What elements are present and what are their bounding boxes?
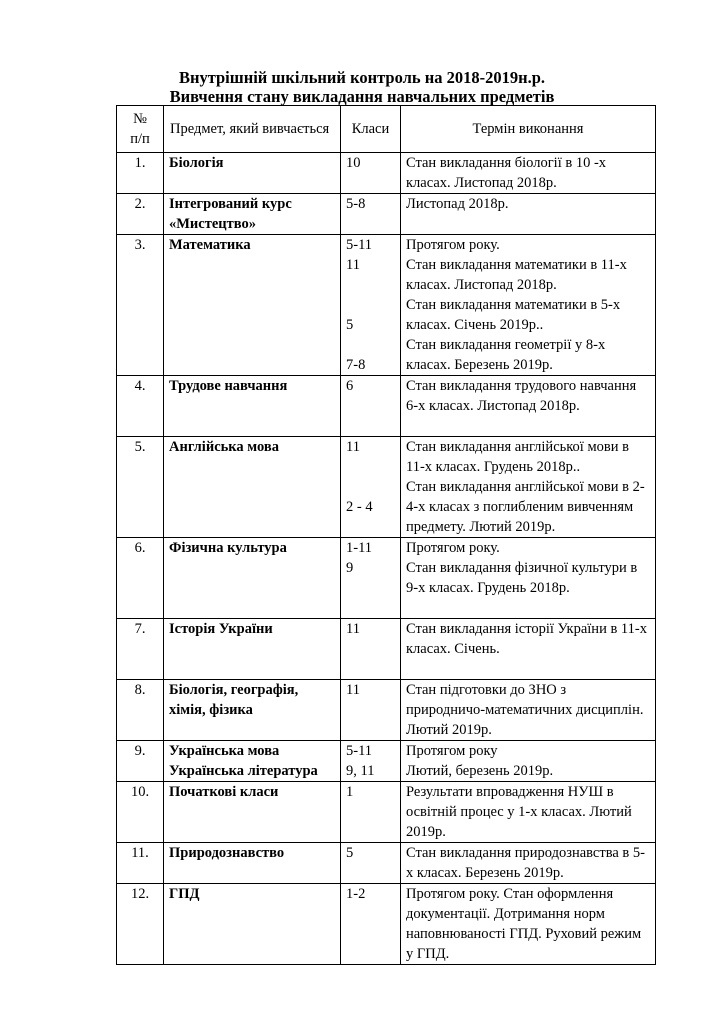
row-term	[401, 194, 656, 235]
row-term-line: 11-х класах. Грудень 2018р..	[406, 459, 581, 475]
row-number: 4.	[117, 376, 164, 437]
row-subject	[164, 153, 341, 194]
row-number: 2.	[117, 194, 164, 235]
row-classes-line: 6	[346, 378, 354, 394]
row-term	[401, 376, 656, 437]
table-row	[117, 680, 656, 741]
row-term-line: 6-х класах. Листопад 2018р.	[406, 398, 580, 414]
table-row	[117, 153, 656, 194]
row-subject	[164, 741, 341, 782]
row-number: 1.	[117, 153, 164, 194]
row-subject	[164, 680, 341, 741]
header-subject: Предмет, який вивчається	[164, 106, 341, 153]
row-term	[401, 437, 656, 538]
row-subject	[164, 437, 341, 538]
row-subject-line: Українська мова	[169, 743, 280, 759]
row-number: 11.	[117, 843, 164, 884]
row-term-line: 4-х класах з поглибленим вивченням	[406, 499, 634, 515]
row-classes	[341, 194, 401, 235]
table-row	[117, 235, 656, 376]
row-classes-line: 5	[346, 317, 354, 333]
row-term	[401, 884, 656, 965]
row-classes-line: 1-11	[346, 540, 373, 556]
row-term	[401, 741, 656, 782]
row-number: 6.	[117, 538, 164, 619]
row-term-line: Стан викладання трудового навчання	[406, 378, 637, 394]
row-subject-line: «Мистецтво»	[169, 216, 256, 232]
row-term	[401, 619, 656, 680]
row-subject-line: Біологія	[169, 155, 224, 171]
row-term-line: х класах. Березень 2019р.	[406, 865, 564, 881]
row-term-line: Протягом року	[406, 743, 498, 759]
row-term	[401, 843, 656, 884]
row-subject-line: Математика	[169, 237, 251, 253]
header-term: Термін виконання	[401, 106, 656, 153]
row-number: 9.	[117, 741, 164, 782]
row-classes-line: 11	[346, 257, 360, 273]
row-term-line: Стан викладання фізичної культури в	[406, 560, 638, 576]
row-classes	[341, 884, 401, 965]
row-subject	[164, 235, 341, 376]
row-term-line: 2019р.	[406, 824, 446, 840]
row-classes-line: 11	[346, 621, 360, 637]
row-number: 7.	[117, 619, 164, 680]
row-term-line: класах. Січень.	[406, 641, 500, 657]
row-subject-line: Історія України	[169, 621, 273, 637]
row-classes-line	[346, 295, 395, 315]
row-classes	[341, 538, 401, 619]
document-title	[0, 68, 724, 106]
row-term	[401, 782, 656, 843]
row-term-line: Результати впровадження НУШ в	[406, 784, 614, 800]
row-classes-line	[346, 477, 395, 497]
row-subject-line: Українська література	[169, 763, 318, 779]
header-number	[117, 106, 164, 153]
row-subject	[164, 884, 341, 965]
row-term	[401, 538, 656, 619]
table-header-row	[117, 106, 656, 153]
row-classes-line: 1	[346, 784, 354, 800]
row-subject	[164, 619, 341, 680]
row-term-line: Стан викладання біології в 10 -х	[406, 155, 607, 171]
row-term-line: Стан викладання англійської мови в 2-	[406, 479, 645, 495]
row-classes-line	[346, 335, 395, 355]
row-subject-line: Початкові класи	[169, 784, 279, 800]
row-term-line: 9-х класах. Грудень 2018р.	[406, 580, 570, 596]
row-subject-line: Фізична культура	[169, 540, 287, 556]
table-row	[117, 194, 656, 235]
row-subject	[164, 376, 341, 437]
row-term-line: Стан викладання геометрії у 8-х	[406, 337, 606, 353]
row-classes	[341, 680, 401, 741]
row-subject	[164, 538, 341, 619]
row-term-line: освітній процес у 1-х класах. Лютий	[406, 804, 632, 820]
row-term-line: Протягом року.	[406, 237, 500, 253]
row-term	[401, 680, 656, 741]
row-number: 8.	[117, 680, 164, 741]
control-plan-table	[116, 105, 656, 965]
row-term-line: Стан викладання математики в 11-х	[406, 257, 627, 273]
row-term-line: класах. Листопад 2018р.	[406, 277, 557, 293]
row-term-line: класах. Березень 2019р.	[406, 357, 553, 373]
row-classes-line: 11	[346, 682, 360, 698]
row-classes-line	[346, 275, 395, 295]
row-subject-line: хімія, фізика	[169, 702, 253, 718]
row-term-line: предмету. Лютий 2019р.	[406, 519, 556, 535]
row-term-line: Протягом року.	[406, 540, 500, 556]
row-spacer	[406, 598, 650, 618]
row-classes-line: 5-11	[346, 237, 373, 253]
row-classes-line: 7-8	[346, 357, 366, 373]
row-classes	[341, 782, 401, 843]
row-classes-line: 5-11	[346, 743, 373, 759]
table-row	[117, 538, 656, 619]
row-term-line: природничо-математичних дисциплін.	[406, 702, 644, 718]
row-term-line: Стан викладання математики в 5-х	[406, 297, 621, 313]
row-classes	[341, 437, 401, 538]
row-term-line: Стан підготовки до ЗНО з	[406, 682, 567, 698]
row-term-line: наповнюваності ГПД. Руховий режим	[406, 926, 642, 942]
header-number-line1: №	[133, 111, 147, 127]
row-term-line: документації. Дотримання норм	[406, 906, 605, 922]
title-line-2: Вивчення стану викладання навчальних предметів	[169, 87, 555, 106]
row-classes	[341, 153, 401, 194]
row-classes	[341, 376, 401, 437]
row-term-line: Лютий, березень 2019р.	[406, 763, 554, 779]
table-row	[117, 437, 656, 538]
row-number: 3.	[117, 235, 164, 376]
row-subject-line: Природознавство	[169, 845, 285, 861]
row-subject	[164, 194, 341, 235]
table-row	[117, 619, 656, 680]
row-term	[401, 235, 656, 376]
row-term-line: Стан викладання англійської мови в	[406, 439, 629, 455]
title-line-1: Внутрішній шкільний контроль на 2018-2019н.р.	[178, 68, 546, 87]
header-number-line2: п/п	[130, 131, 150, 147]
table-row	[117, 884, 656, 965]
row-classes-line: 9, 11	[346, 763, 375, 779]
row-classes-line	[346, 457, 395, 477]
row-term-line: класах. Листопад 2018р.	[406, 175, 557, 191]
row-subject-line: ГПД	[169, 886, 200, 902]
row-classes-line: 5	[346, 845, 354, 861]
row-subject-line: Англійська мова	[169, 439, 279, 455]
row-number: 10.	[117, 782, 164, 843]
row-classes	[341, 741, 401, 782]
row-subject-line: Трудове навчання	[169, 378, 288, 394]
row-number: 12.	[117, 884, 164, 965]
row-classes	[341, 235, 401, 376]
row-classes-line: 1-2	[346, 886, 366, 902]
row-term-line: Стан викладання історії України в 11-х	[406, 621, 647, 637]
row-classes-line: 2 - 4	[346, 499, 373, 515]
row-term	[401, 153, 656, 194]
table-row	[117, 376, 656, 437]
row-number: 5.	[117, 437, 164, 538]
row-classes-line: 5-8	[346, 196, 366, 212]
row-term-line: у ГПД.	[406, 946, 450, 962]
row-subject	[164, 782, 341, 843]
row-term-line: класах. Січень 2019р..	[406, 317, 544, 333]
table-row	[117, 741, 656, 782]
row-subject-line: Інтегрований курс	[169, 196, 292, 212]
row-term-line: Листопад 2018р.	[406, 196, 509, 212]
row-spacer	[406, 416, 650, 436]
row-term-line: Протягом року. Стан оформлення	[406, 886, 614, 902]
row-classes	[341, 843, 401, 884]
row-classes-line: 9	[346, 560, 354, 576]
row-spacer	[406, 659, 650, 679]
header-classes: Класи	[341, 106, 401, 153]
row-classes	[341, 619, 401, 680]
row-classes-line: 11	[346, 439, 360, 455]
row-subject	[164, 843, 341, 884]
row-classes-line: 10	[346, 155, 361, 171]
row-term-line: Стан викладання природознавства в 5-	[406, 845, 645, 861]
table-row	[117, 782, 656, 843]
row-subject-line: Біологія, географія,	[169, 682, 299, 698]
row-term-line: Лютий 2019р.	[406, 722, 492, 738]
table-row	[117, 843, 656, 884]
